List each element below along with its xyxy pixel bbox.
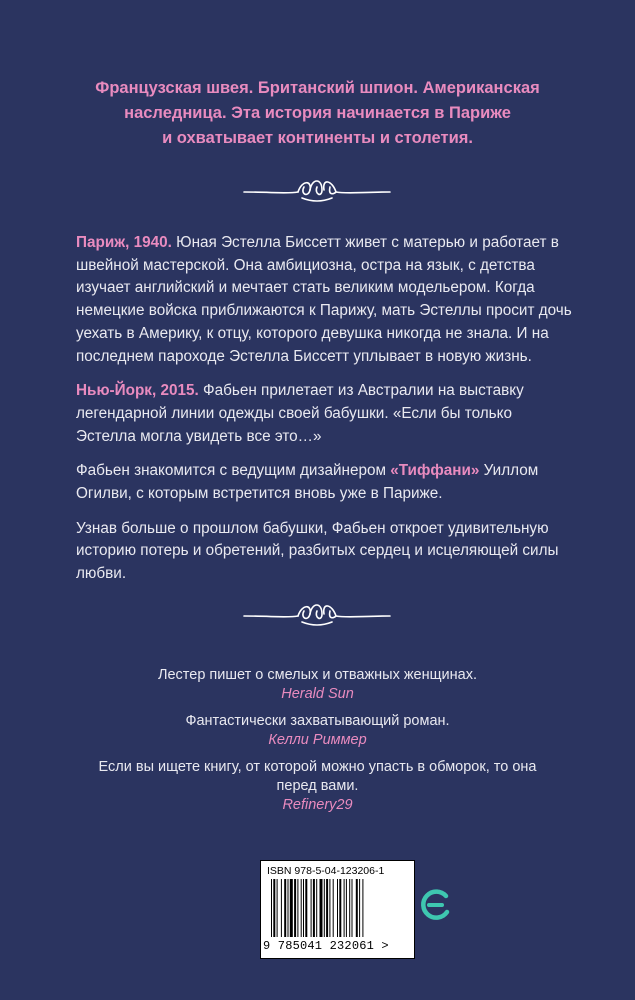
review-herald-sun xyxy=(40,666,595,704)
tagline xyxy=(40,76,595,151)
paragraph-tiffany-after: Уиллом Огилви, с которым встретится вновь уже в Париже. xyxy=(76,462,539,503)
eksmo-logo-icon xyxy=(418,888,452,922)
barcode-bar xyxy=(281,879,282,937)
barcode-bar xyxy=(284,879,286,937)
paragraph-tiffany xyxy=(76,460,576,505)
barcode-bar xyxy=(316,879,317,937)
barcode-bar xyxy=(313,879,315,937)
barcode-bar xyxy=(356,879,358,937)
barcode-bar xyxy=(339,879,341,937)
review-source: Refinery29 xyxy=(282,797,353,813)
barcode-bar xyxy=(359,879,360,937)
review-source: Herald Sun xyxy=(281,686,354,702)
barcode-bar xyxy=(305,879,307,937)
barcode-bar xyxy=(301,879,302,937)
review-refinery29 xyxy=(40,758,595,815)
barcode-bar xyxy=(294,879,296,937)
tiffany-highlight: «Тиффани» xyxy=(390,462,480,480)
paragraph-closing: Узнав больше о прошлом бабушки, Фабьен откроет удивительную историю потерь и обретений, разбитых сердец и исцеляющей силы любви. xyxy=(76,519,559,583)
paragraph-new-york xyxy=(76,380,576,448)
paragraph-paris-text: Юная Эстелла Биссетт живет с матерью и работает в швейной мастерской. Она амбициозна, остра на язык, с детства изучает английский и мечтает стать великим модельером. Когда немецкие войска приближаются к Парижу, мать Эстеллы просит дочь уехать в Америку, к отцу, которого девушка никогда не знала. И на последнем пароходе Эстелла Биссетт уплывает в новую жизнь. xyxy=(76,234,572,365)
description xyxy=(76,232,576,598)
tagline-line-2: наследница. Эта история начинается в Париже xyxy=(124,104,511,122)
review-quote: Фантастически захватывающий роман. xyxy=(185,713,450,729)
paris-1940-heading: Париж, 1940. xyxy=(76,234,172,251)
barcode-bar xyxy=(277,879,278,937)
barcode-bar xyxy=(346,879,347,937)
review-quote: Лестер пишет о смелых и отважных женщинах. xyxy=(157,667,478,683)
paragraph-new-york-text: Фабьен прилетает из Австралии на выставку легендарной линии одежды своей бабушки. «Если бы только Эстелла могла увидеть все это…» xyxy=(76,382,524,445)
barcode-bar xyxy=(271,879,272,937)
barcode-bar xyxy=(288,879,289,937)
review-quote: Если вы ищете книгу, от которой можно упасть в обморок, то она перед вами. xyxy=(98,759,537,794)
barcode xyxy=(260,860,415,959)
paragraph-tiffany-before: Фабьен знакомится с ведущим дизайнером xyxy=(76,462,391,480)
barcode-digits: 9 785041 232061 > xyxy=(263,939,389,953)
barcode-bar xyxy=(337,879,338,937)
barcode-bar xyxy=(297,879,298,937)
barcode-bar xyxy=(273,879,275,937)
reviews xyxy=(40,666,595,823)
barcode-bar xyxy=(311,879,312,937)
barcode-bar xyxy=(303,879,304,937)
swirl-ornament-icon xyxy=(242,172,392,206)
barcode-bar xyxy=(362,879,363,937)
barcode-bar xyxy=(329,879,330,937)
paragraph-paris xyxy=(76,232,576,368)
swirl-ornament-icon xyxy=(242,596,392,630)
barcode-bar xyxy=(333,879,334,937)
barcode-bars xyxy=(271,879,403,937)
isbn-label: ISBN 978-5-04-123206-1 xyxy=(267,865,385,877)
new-york-2015-heading: Нью-Йорк, 2015. xyxy=(76,382,199,400)
tagline-line-3: и охватывает континенты и столетия. xyxy=(162,129,473,147)
tagline-line-1: Французская швея. Британский шпион. Американская xyxy=(95,79,540,97)
review-kelly-rimmer xyxy=(40,712,595,750)
review-source: Келли Риммер xyxy=(268,732,367,748)
barcode-bar xyxy=(326,879,328,937)
barcode-bar xyxy=(320,879,323,937)
barcode-bar xyxy=(290,879,293,937)
barcode-bar xyxy=(352,879,353,937)
barcode-bar xyxy=(324,879,325,937)
barcode-bar xyxy=(344,879,345,937)
barcode-bar xyxy=(349,879,350,937)
